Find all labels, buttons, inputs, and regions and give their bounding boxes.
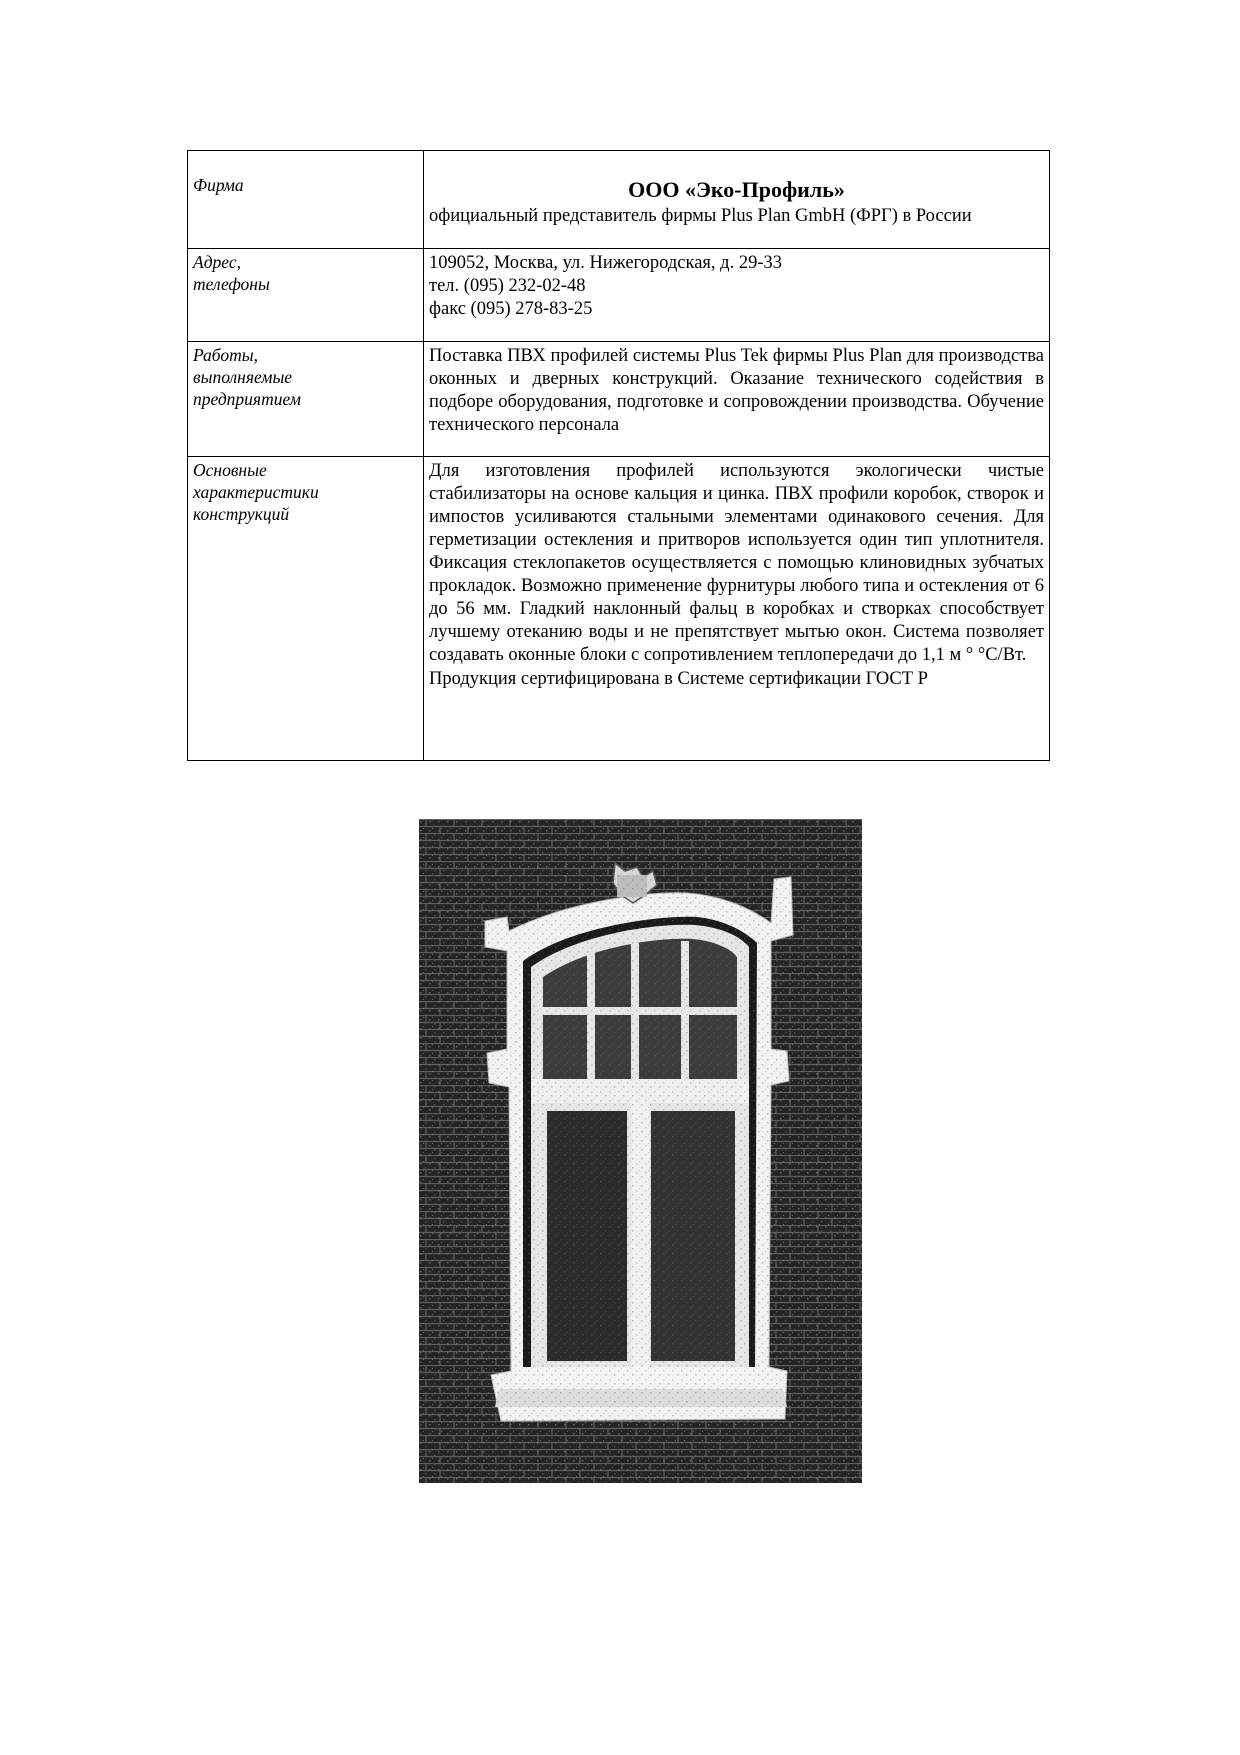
characteristics-value-cell (424, 457, 1050, 761)
firm-value-cell (424, 151, 1050, 249)
characteristics-row (188, 457, 1050, 761)
works-label-line: Работы, (193, 345, 258, 365)
works-label-line: выполняемые (193, 367, 293, 387)
firm-name: ООО «Эко-Профиль» (628, 177, 845, 202)
works-value-cell (424, 342, 1050, 457)
address-fax: факс (095) 278-83-25 (429, 299, 593, 319)
characteristics-text: Для изготовления профилей используются экологически чистые стабилизаторы на основе кальция и цинка. ПВХ профили коробок, створок и импостов усиливаются стальными элементами одинакового сечения. Для герметизации остекления и притворов используется один тип уплотнителя. Фиксация стеклопакетов осуществляется с помощью клиновидных зубчатых прокладок. Возможно применение фурнитуры любого типа и остекления от 6 до 56 мм. Гладкий наклонный фальц в коробках и створках способствует лучшему отеканию воды и не препятствует мытью окон. Система позволяет создавать оконные блоки с сопротивлением теплопередачи до 1,1 м ° °С/Вт. (429, 461, 1044, 665)
address-label-cell (188, 249, 424, 342)
characteristics-label (188, 457, 423, 525)
firm-subtitle: официальный представитель фирмы Plus Plan GmbH (ФРГ) в России (429, 206, 972, 226)
company-info-table (187, 150, 1050, 761)
address-street: 109052, Москва, ул. Нижегородская, д. 29-33 (429, 253, 782, 273)
address-label (188, 249, 423, 295)
firm-label: Фирма (193, 175, 244, 195)
address-phone: тел. (095) 232-02-48 (429, 276, 586, 296)
firm-row (188, 151, 1050, 249)
works-text: Поставка ПВХ профилей системы Plus Tek фирмы Plus Plan для производства оконных и дверных конструкций. Оказание технического содействия в подборе оборудования, подготовке и сопровождении производства. Обучение технического персонала (429, 346, 1044, 435)
characteristics-label-line: Основные (193, 460, 267, 480)
characteristics-label-line: конструкций (193, 504, 290, 524)
address-value (424, 249, 1049, 321)
characteristics-label-cell (188, 457, 424, 761)
works-row (188, 342, 1050, 457)
works-label-cell (188, 342, 424, 457)
address-row (188, 249, 1050, 342)
address-label-line: Адрес, (193, 252, 241, 272)
address-label-line: телефоны (193, 274, 270, 294)
firm-label-cell (188, 151, 424, 249)
characteristics-label-line: характеристики (193, 482, 319, 502)
address-value-cell (424, 249, 1050, 342)
works-label-line: предприятием (193, 389, 301, 409)
works-label (188, 342, 423, 410)
window-photo (419, 819, 862, 1483)
certification-text: Продукция сертифицирована в Системе сертификации ГОСТ Р (429, 669, 928, 689)
